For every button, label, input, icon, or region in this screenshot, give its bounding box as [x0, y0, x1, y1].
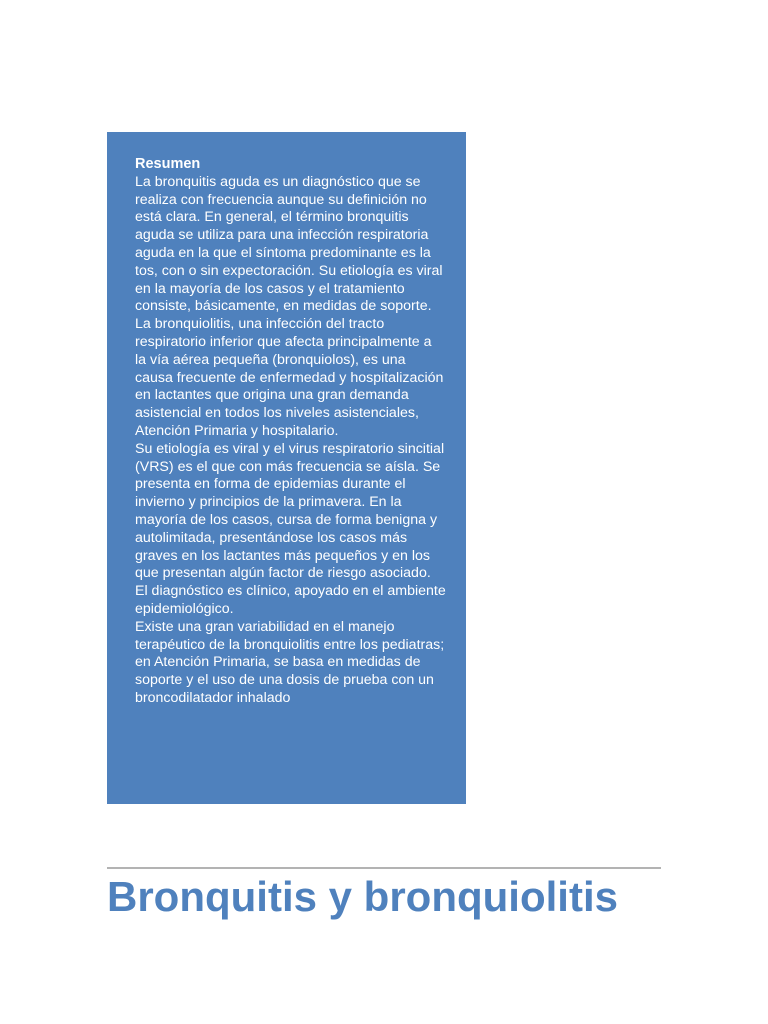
abstract-paragraph: Existe una gran variabilidad en el manejo terapéutico de la bronquiolitis entre los pediatras; en Atención Primaria, se basa en medidas de soporte y el uso de una dosis de prueba con un broncodilatador inhalado — [135, 618, 445, 706]
abstract-paragraph: La bronquiolitis, una infección del tracto respiratorio inferior que afecta principalmente a la vía aérea pequeña (bronquiolos), es una causa frecuente de enfermedad y hospitalización en lactantes que origina una gran demanda asistencial en todos los niveles asistenciales, Atención Primaria y hospitalario. — [135, 316, 444, 439]
document-title: Bronquitis y bronquiolitis — [107, 873, 618, 920]
abstract-box — [107, 132, 466, 804]
title-divider — [107, 867, 661, 869]
abstract-paragraph: La bronquitis aguda es un diagnóstico que se realiza con frecuencia aunque su definición no está clara. En general, el término bronquitis aguda se utiliza para una infección respiratoria aguda en la que el síntoma predominante es la tos, con o sin expectoración. Su etiología es viral en la mayoría de los casos y el tratamiento consiste, básicamente, en medidas de soporte. — [135, 173, 443, 315]
abstract-paragraph: Su etiología es viral y el virus respiratorio sincitial (VRS) es el que con más frecuencia se aísla. Se presenta en forma de epidemias durante el invierno y principios de la primavera. En la mayoría de los casos, cursa de forma benigna y autolimitada, presentándose los casos más graves en los lactantes más pequeños y en los que presentan algún factor de riesgo asociado. El diagnóstico es clínico, apoyado en el ambiente epidemiológico. — [135, 440, 446, 617]
abstract-heading: Resumen — [135, 156, 201, 172]
